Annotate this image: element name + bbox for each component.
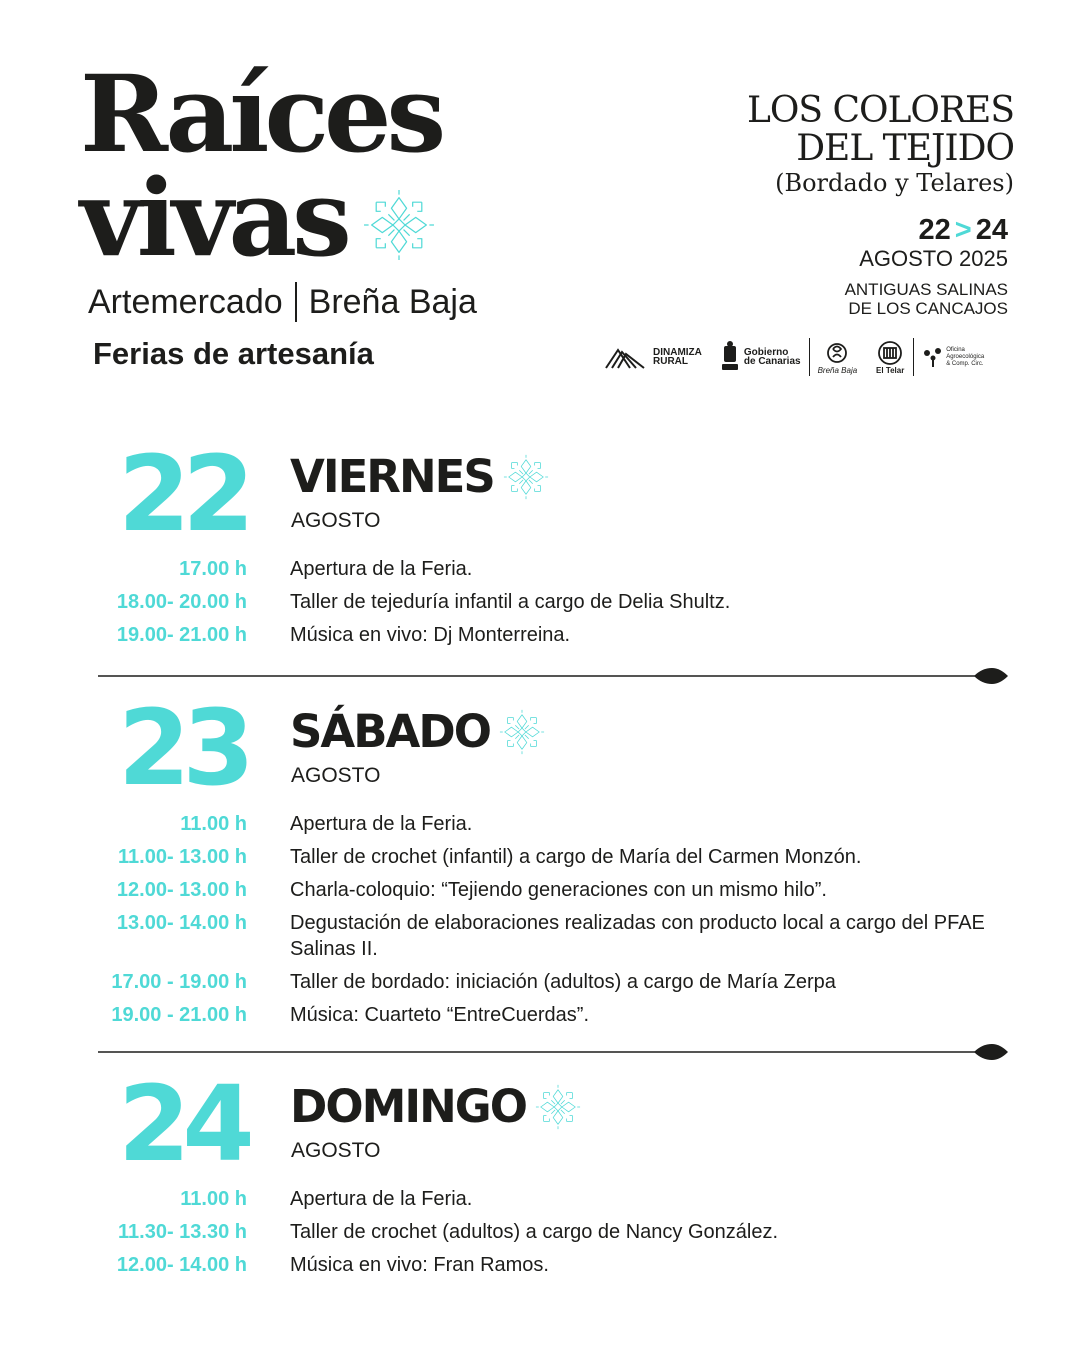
schedule-row (60, 1252, 1000, 1278)
ornament-icon (361, 187, 437, 263)
logo-separator (913, 338, 914, 376)
logo-oficina (922, 346, 984, 368)
gobierno-line1: Gobierno (743, 347, 789, 358)
day-month: AGOSTO (291, 764, 381, 787)
date-start: 22 (918, 214, 951, 246)
day-name (290, 707, 546, 757)
event-time: 12.00- 13.00 h (116, 879, 247, 901)
date-end: 24 (975, 214, 1008, 246)
date-arrow-icon: > (954, 214, 972, 246)
logo-dinamiza-rural (604, 342, 702, 372)
day-number: 23 (118, 687, 247, 809)
oficina-line2: Agroecológica (946, 353, 985, 360)
event-title-line2: DEL TEJIDO (796, 128, 1014, 169)
dinamiza-rural-icon (604, 342, 650, 372)
event-description: Música: Cuarteto “EntreCuerdas”. (290, 1004, 590, 1026)
event-subtitle: (Bordado y Telares) (775, 169, 1014, 197)
event-time: 19.00 - 21.00 h (111, 1004, 247, 1026)
event-title-line1: LOS COLORES (746, 90, 1014, 131)
event-time: 11.00 h (180, 813, 247, 835)
schedule-row (60, 844, 1000, 870)
event-time: 17.00 h (179, 558, 247, 580)
day-month: AGOSTO (291, 509, 381, 532)
brand-title-line2-row (80, 155, 520, 280)
event-time: 18.00- 20.00 h (116, 591, 247, 613)
dinamiza-line1: DINAMIZA (653, 347, 702, 358)
telar-label: El Telar (876, 365, 905, 375)
venue-line1: ANTIGUAS SALINAS (844, 280, 1008, 299)
event-description: Taller de bordado: iniciación (adultos) a cargo de María Zerpa (290, 971, 836, 993)
venue (788, 280, 1008, 318)
brand-title-line1: Raíces (80, 51, 442, 176)
schedule-row (60, 1002, 1000, 1028)
venue-line2: DE LOS CANCAJOS (848, 299, 1008, 318)
event-description: Apertura de la Feria. (290, 813, 473, 835)
schedule-row (60, 622, 1000, 648)
day-name-text: VIERNES (290, 450, 494, 503)
schedule-row (60, 589, 1000, 615)
event-description: Música en vivo: Dj Monterreina. (290, 624, 571, 646)
day-name (290, 452, 550, 502)
brand-title (80, 51, 520, 280)
event-time: 17.00 - 19.00 h (111, 971, 247, 993)
logo-brena-baja (818, 340, 858, 375)
subtitle (88, 282, 477, 322)
event-title (654, 92, 1014, 198)
tagline: Ferias de artesanía (93, 336, 374, 371)
telar-icon (875, 340, 905, 366)
event-description: Música en vivo: Fran Ramos. (290, 1254, 549, 1276)
event-time: 19.00- 21.00 h (116, 624, 247, 646)
day-number: 22 (118, 433, 247, 555)
logo-gobierno-canarias (720, 340, 801, 374)
day-name-text: DOMINGO (290, 1080, 526, 1133)
event-description: Taller de crochet (adultos) a cargo de Nancy González. (290, 1221, 779, 1243)
day-name-text: SÁBADO (290, 705, 490, 758)
logo-separator (809, 338, 810, 376)
section-divider (98, 668, 1008, 684)
event-time: 11.30- 13.30 h (118, 1221, 247, 1243)
subtitle-separator (295, 282, 297, 322)
oficina-line1: Oficina (946, 346, 965, 353)
event-time: 11.00- 13.00 h (118, 846, 247, 868)
month-year: AGOSTO 2025 (859, 246, 1008, 271)
schedule-row (60, 1186, 1000, 1212)
logo-el-telar (875, 340, 905, 375)
schedule-row (60, 910, 1000, 962)
brand-title-line2: vivas (80, 155, 347, 280)
day-month: AGOSTO (291, 1139, 381, 1162)
ornament-icon (534, 1083, 582, 1131)
event-description: Apertura de la Feria. (290, 1188, 473, 1210)
ornament-icon (502, 453, 550, 501)
ornament-icon (498, 708, 546, 756)
event-description: Charla-coloquio: “Tejiendo generaciones con un mismo hilo”. (290, 879, 827, 901)
dinamiza-line2: RURAL (653, 356, 688, 367)
plant-icon (922, 346, 944, 368)
subtitle-brena-baja: Breña Baja (308, 282, 477, 321)
event-description: Apertura de la Feria. (290, 558, 473, 580)
oficina-line3: & Comp. Circ. (946, 360, 984, 367)
day-number: 24 (118, 1063, 247, 1185)
schedule-row (60, 969, 1000, 995)
schedule-row (60, 877, 1000, 903)
section-divider (98, 1044, 1008, 1060)
event-description: Taller de crochet (infantil) a cargo de María del Carmen Monzón. (290, 846, 862, 868)
sponsor-logos (604, 336, 1008, 378)
gobierno-line2: de Canarias (743, 356, 801, 367)
coat-of-arms-icon (720, 340, 740, 374)
brena-baja-icon (825, 340, 849, 366)
event-time: 13.00- 14.00 h (116, 912, 247, 934)
schedule-row (60, 811, 1000, 837)
brena-baja-label: Breña Baja (817, 365, 858, 375)
schedule-row (60, 1219, 1000, 1245)
subtitle-artemercado: Artemercado (88, 282, 283, 321)
day-name (290, 1082, 582, 1132)
schedule-row (60, 556, 1000, 582)
event-description: Taller de tejeduría infantil a cargo de Delia Shultz. (290, 591, 731, 613)
event-time: 11.00 h (180, 1188, 247, 1210)
event-description: Degustación de elaboraciones realizadas con producto local a cargo del PFAE Salinas II. (290, 912, 985, 960)
date-range (919, 214, 1008, 247)
event-time: 12.00- 14.00 h (116, 1254, 247, 1276)
